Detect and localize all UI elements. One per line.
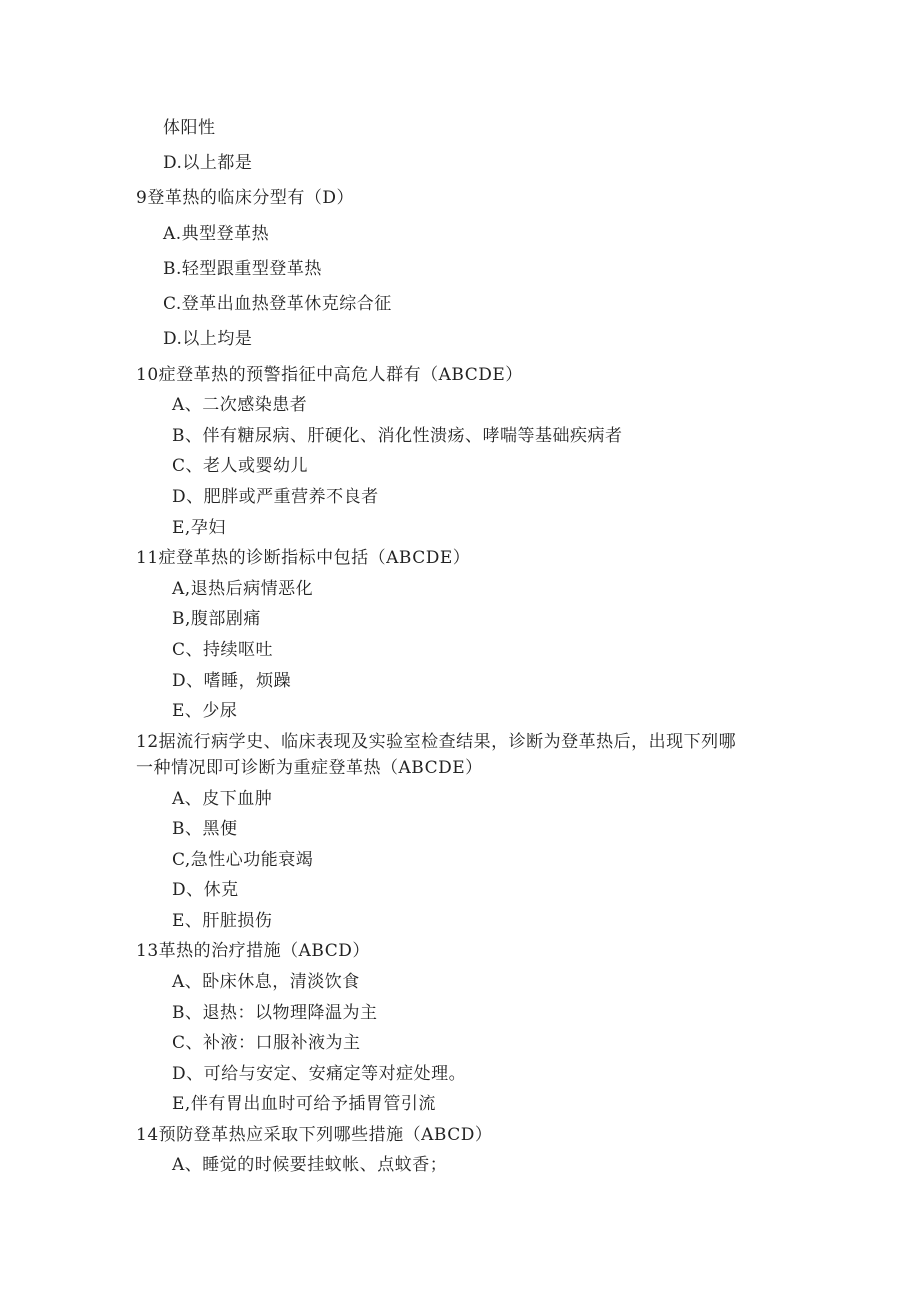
option-line: E,伴有胃出血时可给予插胃管引流 — [172, 1094, 436, 1114]
option-line: C,急性心功能衰竭 — [172, 850, 314, 870]
option-line: B、退热：以物理降温为主 — [172, 1003, 378, 1023]
option-line: C、老人或婴幼儿 — [172, 456, 309, 476]
option-line: A、卧床休息，清淡饮食 — [172, 972, 360, 992]
option-line: D、肥胖或严重营养不良者 — [172, 487, 379, 507]
option-line: D、休克 — [172, 880, 239, 900]
question-line: 一种情况即可诊断为重症登革热（ABCDE） — [136, 758, 483, 778]
option-line: D、可给与安定、安痛定等对症处理。 — [172, 1064, 467, 1084]
question-line: 13革热的治疗措施（ABCD） — [136, 941, 370, 961]
option-line: D.以上都是 — [163, 153, 253, 173]
option-line: A,退热后病情恶化 — [172, 579, 314, 599]
option-line: B,腹部剧痛 — [172, 609, 261, 629]
question-line: 10症登革热的预警指征中高危人群有（ABCDE） — [136, 365, 523, 385]
option-line: A、二次感染患者 — [172, 395, 308, 415]
option-line: B.轻型跟重型登革热 — [163, 259, 322, 279]
question-line: 11症登革热的诊断指标中包括（ABCDE） — [136, 548, 471, 568]
option-line: D、嗜睡，烦躁 — [172, 671, 292, 691]
option-line: A.典型登革热 — [163, 224, 270, 244]
option-line: B、伴有糖尿病、肝硬化、消化性溃疡、哮喘等基础疾病者 — [172, 426, 623, 446]
option-line: E,孕妇 — [172, 518, 226, 538]
option-line: C、补液：口服补液为主 — [172, 1033, 361, 1053]
option-line: D.以上均是 — [163, 329, 253, 349]
text-line: 体阳性 — [163, 118, 216, 138]
question-line: 14预防登革热应采取下列哪些措施（ABCD） — [136, 1125, 493, 1145]
question-line: 9登革热的临床分型有（D） — [136, 188, 354, 208]
option-line: B、黑便 — [172, 819, 238, 839]
option-line: C.登革出血热登革休克综合征 — [163, 294, 392, 314]
option-line: E、少尿 — [172, 701, 238, 721]
option-line: A、睡觉的时候要挂蚊帐、点蚊香； — [172, 1155, 448, 1175]
option-line: E、肝脏损伤 — [172, 911, 273, 931]
option-line: A、皮下血肿 — [172, 789, 273, 809]
question-line: 12据流行病学史、临床表现及实验室检查结果，诊断为登革热后，出现下列哪 — [136, 732, 737, 752]
option-line: C、持续呕吐 — [172, 640, 274, 660]
